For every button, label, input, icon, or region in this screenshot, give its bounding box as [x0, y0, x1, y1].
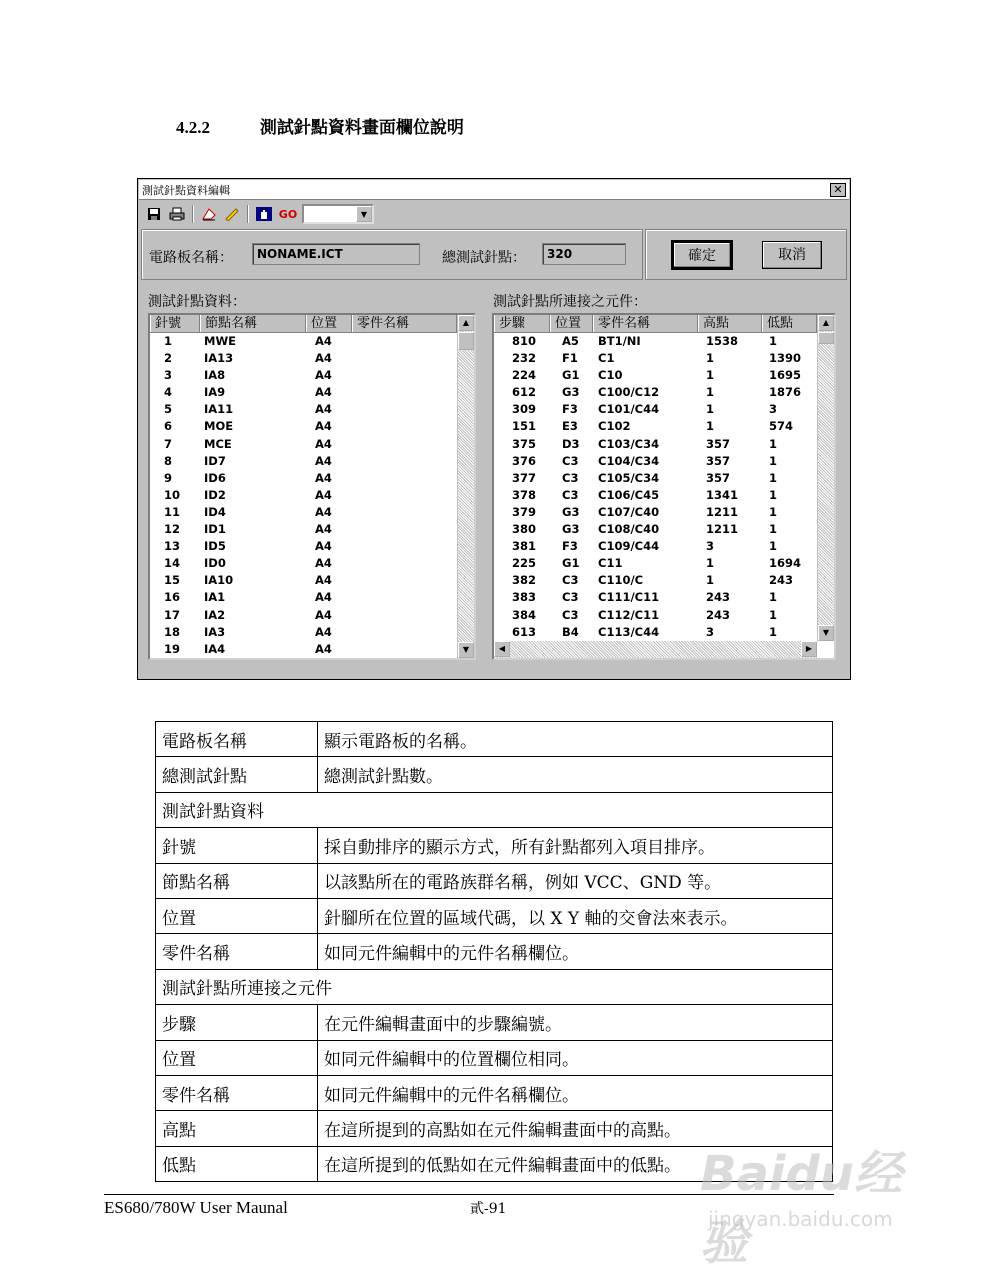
table-cell — [352, 470, 457, 487]
table-cell: C100/C12 — [598, 385, 660, 400]
table-cell: 3 — [706, 539, 715, 554]
table-cell: C11 — [598, 556, 623, 571]
field-name-cell: 電路板名稱 — [156, 722, 318, 757]
table-cell: G1 — [562, 556, 580, 571]
table-cell: 1 — [769, 624, 778, 639]
table-row[interactable] — [150, 401, 474, 418]
table-cell: 243 — [706, 607, 731, 622]
table-cell: 384 — [512, 607, 537, 622]
table-cell: 1 — [769, 334, 778, 348]
field-description-cell: 在這所提到的高點如在元件編輯畫面中的高點。 — [318, 1111, 833, 1146]
eraser-icon[interactable] — [199, 205, 219, 223]
table-cell: 1211 — [706, 522, 739, 537]
table-cell: 380 — [512, 522, 537, 537]
baidu-watermark — [690, 1125, 940, 1271]
field-name-cell: 步驟 — [156, 1005, 318, 1040]
table-cell: 1876 — [769, 385, 802, 400]
table-cell: ID0 — [204, 556, 226, 571]
table-row[interactable] — [494, 521, 834, 538]
table-row — [156, 863, 833, 898]
table-cell: C105/C34 — [598, 470, 660, 485]
table-cell — [352, 436, 457, 453]
footer-manual-title: ES680/780W User Maunal — [104, 1198, 288, 1217]
table-cell: 232 — [512, 351, 537, 366]
save-icon[interactable] — [144, 205, 164, 223]
table-cell: 1 — [769, 436, 778, 451]
step-combo[interactable] — [302, 204, 374, 224]
table-cell: 309 — [512, 402, 537, 417]
table-cell: G1 — [562, 368, 580, 383]
table-cell: C112/C11 — [598, 607, 660, 622]
table-cell: 381 — [512, 539, 537, 554]
print-icon[interactable] — [167, 205, 187, 223]
scroll-up-icon[interactable]: ▲ — [458, 315, 474, 331]
table-cell: A4 — [315, 504, 332, 519]
table-cell: ID6 — [204, 470, 226, 485]
field-description-cell: 如同元件編輯中的元件名稱欄位。 — [318, 1075, 833, 1110]
window-titlebar — [139, 180, 849, 200]
field-name-cell: 總測試針點 — [156, 757, 318, 792]
table-cell: 1 — [706, 556, 715, 571]
total-points-field: 320 — [542, 243, 626, 265]
table-cell: C102 — [598, 419, 631, 434]
table-cell: 5 — [164, 402, 173, 417]
table-row[interactable] — [494, 418, 834, 435]
table-cell: C104/C34 — [598, 453, 660, 468]
table-cell: C3 — [562, 487, 579, 502]
connected-parts-vscrollbar[interactable] — [817, 315, 834, 641]
test-point-list[interactable] — [148, 313, 476, 660]
scroll-left-icon[interactable]: ◀ — [494, 641, 510, 657]
field-description-cell: 以該點所在的電路族群名稱，例如 VCC、GND 等。 — [318, 863, 833, 898]
pencil-icon[interactable] — [222, 205, 242, 223]
table-cell — [352, 555, 457, 572]
table-row[interactable] — [494, 504, 834, 521]
table-cell: 1 — [769, 590, 778, 605]
table-cell: IA8 — [204, 368, 226, 383]
section-number: 4.2.2 — [176, 118, 210, 137]
table-cell — [352, 367, 457, 384]
table-cell: ID1 — [204, 522, 226, 537]
col-pin-no[interactable]: 針號 — [150, 315, 200, 332]
table-cell: 1341 — [706, 487, 739, 502]
scroll-thumb[interactable] — [458, 332, 474, 350]
table-row[interactable] — [494, 350, 834, 367]
group-heading-cell: 測試針點所連接之元件 — [156, 969, 833, 1004]
table-cell: C108/C40 — [598, 522, 660, 537]
table-cell — [352, 350, 457, 367]
table-cell — [352, 641, 457, 658]
table-cell: 1 — [706, 351, 715, 366]
table-cell: F3 — [562, 402, 578, 417]
table-cell: A5 — [562, 334, 579, 348]
table-cell — [352, 589, 457, 606]
table-cell: C3 — [562, 607, 579, 622]
table-cell: ID2 — [204, 487, 226, 502]
table-cell: A4 — [315, 470, 332, 485]
table-cell: A4 — [315, 522, 332, 537]
field-description-cell: 在元件編輯畫面中的步驟編號。 — [318, 1005, 833, 1040]
table-cell: 14 — [164, 556, 181, 571]
table-cell: 377 — [512, 470, 537, 485]
table-cell: 1 — [769, 607, 778, 622]
field-name-cell: 高點 — [156, 1111, 318, 1146]
table-cell: 4 — [164, 385, 173, 400]
close-button[interactable]: ✕ — [830, 183, 846, 197]
table-row[interactable] — [150, 333, 474, 350]
table-cell: A4 — [315, 590, 332, 605]
connected-parts-header — [494, 315, 817, 333]
table-cell: 18 — [164, 624, 181, 639]
table-row[interactable] — [494, 367, 834, 384]
connected-parts-hscrollbar[interactable] — [494, 641, 817, 658]
table-row[interactable] — [150, 350, 474, 367]
table-cell: 243 — [769, 573, 794, 588]
table-cell: IA11 — [204, 402, 234, 417]
table-cell: 382 — [512, 573, 537, 588]
toolbar-separator — [247, 205, 249, 223]
table-cell: C10 — [598, 368, 623, 383]
table-row[interactable] — [494, 436, 834, 453]
field-name-cell: 位置 — [156, 1040, 318, 1075]
field-description-cell: 如同元件編輯中的位置欄位相同。 — [318, 1040, 833, 1075]
field-name-cell: 節點名稱 — [156, 863, 318, 898]
table-row[interactable] — [150, 538, 474, 555]
section-heading — [176, 113, 464, 138]
table-cell: IA3 — [204, 624, 226, 639]
table-cell: A4 — [315, 351, 332, 366]
table-cell: MOE — [204, 419, 234, 434]
col-high-point[interactable]: 高點 — [698, 315, 762, 332]
table-row[interactable] — [494, 333, 834, 350]
footer-page-number: 貳-91 — [470, 1201, 507, 1217]
table-cell: 3 — [706, 624, 715, 639]
connected-parts-rows — [494, 333, 834, 641]
table-cell: G3 — [562, 385, 580, 400]
board-name-field: NONAME.ICT — [252, 243, 420, 265]
table-row[interactable] — [150, 521, 474, 538]
table-row — [156, 757, 833, 792]
table-cell: A4 — [315, 453, 332, 468]
window-title: 測試針點資料編輯 — [142, 183, 230, 197]
table-cell: E3 — [562, 419, 578, 434]
table-cell: IA1 — [204, 590, 226, 605]
table-row — [156, 792, 833, 827]
field-description-cell: 如同元件編輯中的元件名稱欄位。 — [318, 934, 833, 969]
table-cell: 12 — [164, 522, 181, 537]
table-cell: A4 — [315, 385, 332, 400]
table-cell: ID4 — [204, 504, 226, 519]
chevron-down-icon[interactable]: ▼ — [356, 206, 372, 222]
table-cell: C3 — [562, 573, 579, 588]
table-cell — [352, 401, 457, 418]
field-description-cell: 在這所提到的低點如在元件編輯畫面中的低點。 — [318, 1146, 833, 1181]
scroll-thumb[interactable] — [818, 332, 834, 344]
connected-parts-caption: 測試針點所連接之元件： — [493, 294, 647, 310]
table-cell: A4 — [315, 419, 332, 434]
toolbar-separator — [192, 205, 194, 223]
field-name-cell: 零件名稱 — [156, 934, 318, 969]
table-cell: 17 — [164, 607, 181, 622]
test-point-editor-window — [137, 178, 851, 680]
table-cell: C111/C11 — [598, 590, 660, 605]
table-cell: MWE — [204, 334, 236, 348]
table-cell — [352, 418, 457, 435]
table-cell: 613 — [512, 624, 537, 639]
table-row[interactable] — [150, 555, 474, 572]
table-row — [156, 969, 833, 1004]
col-low-point[interactable]: 低點 — [762, 315, 817, 332]
table-row[interactable] — [150, 418, 474, 435]
table-cell: 225 — [512, 556, 537, 571]
table-row[interactable] — [494, 384, 834, 401]
scroll-up-icon[interactable]: ▲ — [818, 315, 834, 331]
table-row — [156, 828, 833, 863]
table-cell: A4 — [315, 368, 332, 383]
table-cell — [352, 607, 457, 624]
table-cell: 13 — [164, 539, 181, 554]
table-cell: 810 — [512, 334, 537, 348]
board-name-label: 電路板名稱： — [149, 250, 233, 266]
table-row[interactable] — [150, 453, 474, 470]
table-cell: A4 — [315, 334, 332, 348]
scroll-down-icon[interactable]: ▼ — [458, 642, 474, 658]
table-cell: 11 — [164, 504, 181, 519]
table-cell: 224 — [512, 368, 537, 383]
col-location[interactable]: 位置 — [550, 315, 593, 332]
table-cell: C110/C — [598, 573, 644, 588]
table-cell: 3 — [769, 402, 778, 417]
table-row[interactable] — [494, 555, 834, 572]
table-cell — [352, 453, 457, 470]
table-cell: A4 — [315, 556, 332, 571]
scroll-right-icon[interactable]: ▶ — [801, 641, 817, 657]
test-point-list-header — [150, 315, 457, 333]
table-row[interactable] — [494, 624, 834, 641]
table-cell: C3 — [562, 590, 579, 605]
table-cell: C109/C44 — [598, 539, 660, 554]
table-cell: 1538 — [706, 334, 739, 348]
table-cell: IA10 — [204, 573, 234, 588]
table-row[interactable] — [494, 487, 834, 504]
table-row — [156, 1005, 833, 1040]
table-cell: D3 — [562, 436, 580, 451]
table-cell: BT1/NI — [598, 334, 641, 348]
table-cell: 1390 — [769, 351, 802, 366]
table-cell: C103/C34 — [598, 436, 660, 451]
table-cell: 1695 — [769, 368, 802, 383]
table-row[interactable] — [494, 401, 834, 418]
table-cell: 1 — [769, 470, 778, 485]
field-description-table — [155, 721, 833, 1182]
table-cell: IA13 — [204, 351, 234, 366]
ok-button[interactable]: 確定 — [672, 241, 732, 269]
table-cell: B4 — [562, 624, 579, 639]
table-cell: ID5 — [204, 539, 226, 554]
table-cell: 3 — [164, 368, 173, 383]
table-cell: 357 — [706, 436, 731, 451]
field-description-cell: 顯示電路板的名稱。 — [318, 722, 833, 757]
scroll-down-icon[interactable]: ▼ — [818, 625, 834, 641]
table-cell — [352, 572, 457, 589]
table-cell — [352, 504, 457, 521]
table-cell: 2 — [164, 351, 173, 366]
table-row[interactable] — [494, 453, 834, 470]
table-cell: 357 — [706, 470, 731, 485]
table-cell: 7 — [164, 436, 173, 451]
table-cell — [352, 624, 457, 641]
table-cell: C1 — [598, 351, 615, 366]
field-description-cell: 採自動排序的顯示方式，所有針點都列入項目排序。 — [318, 828, 833, 863]
table-cell: A4 — [315, 573, 332, 588]
table-cell: C101/C44 — [598, 402, 660, 417]
table-cell: 379 — [512, 504, 537, 519]
toolbar — [144, 203, 374, 225]
field-name-cell: 針號 — [156, 828, 318, 863]
table-cell: C106/C45 — [598, 487, 660, 502]
col-part-name[interactable]: 零件名稱 — [352, 315, 457, 332]
watermark-brand: Baidu经验 — [700, 1146, 902, 1271]
table-cell: IA2 — [204, 607, 226, 622]
field-name-cell: 零件名稱 — [156, 1075, 318, 1110]
table-row[interactable] — [150, 384, 474, 401]
table-row[interactable] — [150, 367, 474, 384]
table-cell: C113/C44 — [598, 624, 660, 639]
table-row[interactable] — [150, 607, 474, 624]
table-row — [156, 1075, 833, 1110]
table-row[interactable] — [150, 589, 474, 606]
section-title: 測試針點資料畫面欄位說明 — [259, 118, 464, 138]
table-cell: IA4 — [204, 641, 226, 656]
table-cell: 1 — [706, 385, 715, 400]
table-row[interactable] — [150, 641, 474, 658]
table-cell: A4 — [315, 539, 332, 554]
table-cell: F3 — [562, 539, 578, 554]
table-cell: MCE — [204, 436, 232, 451]
table-row[interactable] — [494, 572, 834, 589]
table-row[interactable] — [494, 607, 834, 624]
table-cell: G3 — [562, 522, 580, 537]
table-cell: ID7 — [204, 453, 226, 468]
test-point-list-caption: 測試針點資料： — [148, 294, 246, 310]
table-cell: 376 — [512, 453, 537, 468]
field-name-cell: 低點 — [156, 1146, 318, 1181]
table-row[interactable] — [150, 470, 474, 487]
group-heading-cell: 測試針點資料 — [156, 792, 833, 827]
table-cell: A4 — [315, 624, 332, 639]
table-row[interactable] — [494, 589, 834, 606]
table-cell: 1 — [164, 334, 173, 348]
table-row — [156, 898, 833, 933]
table-cell: 1 — [706, 573, 715, 588]
table-row[interactable] — [494, 538, 834, 555]
connected-parts-list[interactable] — [492, 313, 836, 660]
table-cell — [352, 333, 457, 350]
table-cell: 1 — [706, 402, 715, 417]
table-cell: 1 — [769, 539, 778, 554]
test-point-list-scrollbar[interactable] — [457, 315, 474, 658]
table-cell: IA9 — [204, 385, 226, 400]
table-cell: 1 — [706, 419, 715, 434]
table-cell: 1 — [706, 368, 715, 383]
watermark-url: jingyan.baidu.com — [708, 1207, 893, 1231]
table-cell: 6 — [164, 419, 173, 434]
col-step[interactable]: 步驟 — [494, 315, 550, 332]
table-cell: A4 — [315, 607, 332, 622]
table-cell: 243 — [706, 590, 731, 605]
col-node-name[interactable]: 節點名稱 — [200, 315, 306, 332]
table-row[interactable] — [150, 624, 474, 641]
table-cell: 375 — [512, 436, 537, 451]
table-cell — [352, 384, 457, 401]
table-cell: C107/C40 — [598, 504, 660, 519]
go-button[interactable]: GO — [278, 207, 298, 221]
table-cell: 1 — [769, 522, 778, 537]
hand-icon[interactable] — [254, 205, 274, 223]
table-row[interactable] — [494, 470, 834, 487]
table-cell — [352, 538, 457, 555]
table-row — [156, 1040, 833, 1075]
col-location[interactable]: 位置 — [306, 315, 352, 332]
table-row[interactable] — [150, 504, 474, 521]
table-cell: 15 — [164, 573, 181, 588]
field-description-cell: 針腳所在位置的區域代碼，以 X Y 軸的交會法來表示。 — [318, 898, 833, 933]
table-cell — [352, 521, 457, 538]
table-cell: 16 — [164, 590, 181, 605]
table-cell: 151 — [512, 419, 537, 434]
table-row[interactable] — [150, 487, 474, 504]
table-cell: 10 — [164, 487, 181, 502]
table-row[interactable] — [150, 436, 474, 453]
table-cell: 19 — [164, 641, 181, 656]
table-row — [156, 722, 833, 757]
table-cell: 9 — [164, 470, 173, 485]
table-cell: 1 — [769, 453, 778, 468]
table-cell: 8 — [164, 453, 173, 468]
col-part-name[interactable]: 零件名稱 — [593, 315, 698, 332]
field-description-cell: 總測試針點數。 — [318, 757, 833, 792]
table-cell: 383 — [512, 590, 537, 605]
table-cell: G3 — [562, 504, 580, 519]
test-point-rows — [150, 333, 474, 658]
total-points-label: 總測試針點： — [442, 250, 526, 266]
table-cell: C3 — [562, 470, 579, 485]
table-cell: C3 — [562, 453, 579, 468]
table-cell: F1 — [562, 351, 578, 366]
table-row — [156, 934, 833, 969]
table-cell — [352, 487, 457, 504]
table-cell: 1 — [769, 487, 778, 502]
table-cell: A4 — [315, 436, 332, 451]
table-cell: 1 — [769, 504, 778, 519]
table-cell: A4 — [315, 487, 332, 502]
table-cell: 574 — [769, 419, 794, 434]
table-cell: 612 — [512, 385, 537, 400]
table-cell: A4 — [315, 641, 332, 656]
table-cell: A4 — [315, 402, 332, 417]
table-row[interactable] — [150, 572, 474, 589]
table-cell: 378 — [512, 487, 537, 502]
cancel-button[interactable]: 取消 — [762, 241, 822, 269]
field-name-cell: 位置 — [156, 898, 318, 933]
table-cell: 1211 — [706, 504, 739, 519]
table-cell: 357 — [706, 453, 731, 468]
table-cell: 1694 — [769, 556, 802, 571]
